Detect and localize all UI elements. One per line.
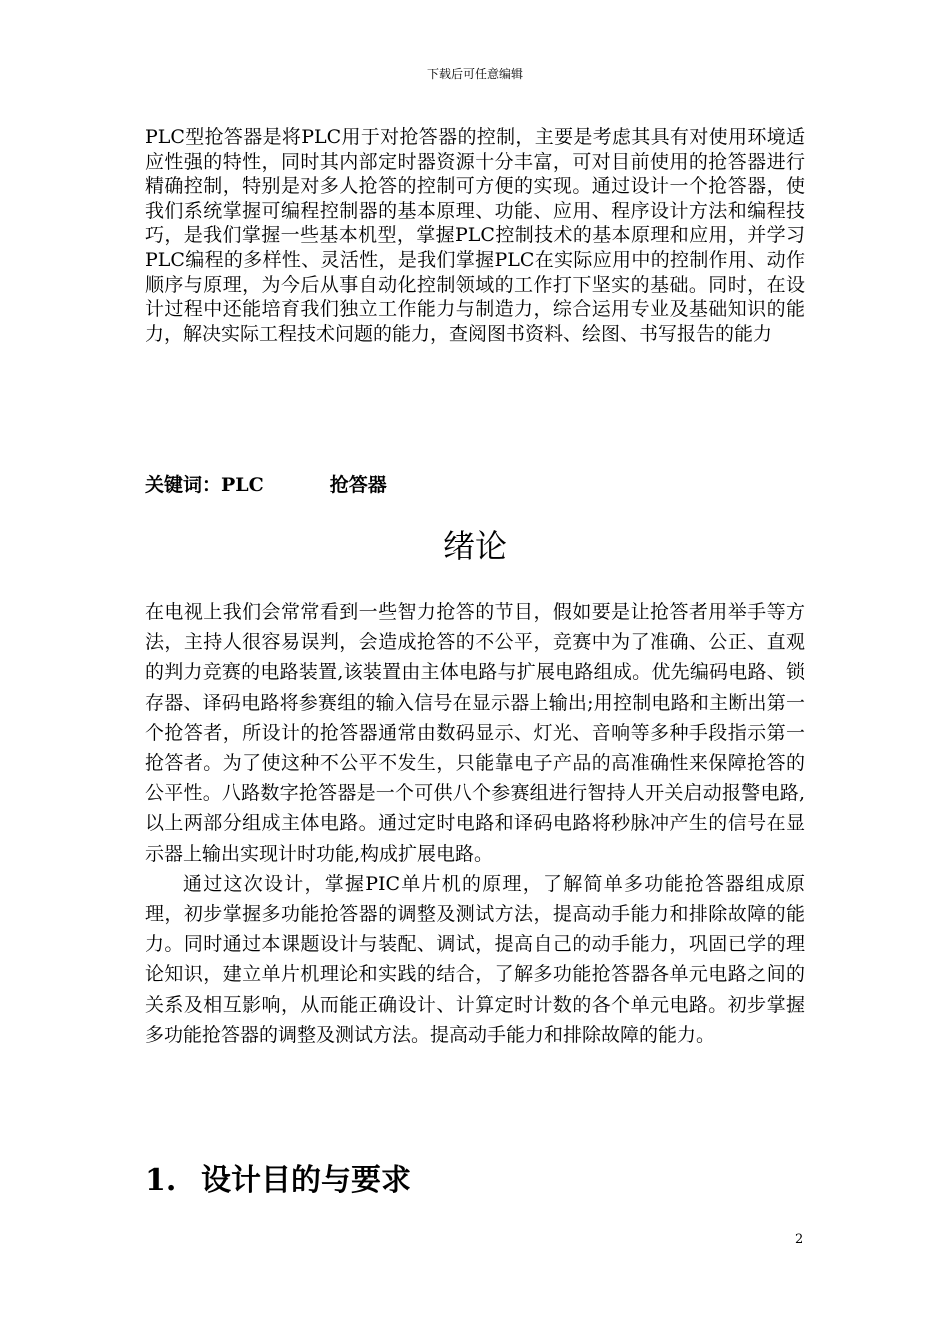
body-paragraph: 在电视上我们会常常看到一些智力抢答的节目，假如要是让抢答者用举手等方法，主持人很容易误判，会造成抢答的不公平，竞赛中为了准确、公正、直观的判力竞赛的电路装置,该装置由主体电路与扩展电路组成。优先编码电路、锁存器、译码电路将参赛组的输入信号在显示器上输出;用控制电路和主断出第一个抢答者，所设计的抢答器通常由数码显示、灯光、音响等多种手段指示第一抢答者。为了使这种不公平不发生，只能靠电子产品的高准确性来保障抢答的公平性。八路数字抢答器是一个可供八个参赛组进行智持人开关启动报警电路,以上两部分组成主体电路。通过定时电路和译码电路将秒脉冲产生的信号在显示器上输出实现计时功能,构成扩展电路。 — [145, 601, 805, 865]
keyword-term: PLC — [221, 474, 264, 496]
body-paragraph: 通过这次设计，掌握PIC单片机的原理，了解简单多功能抢答器组成原理，初步掌握多功能抢答器的调整及测试方法，提高动手能力和排除故障的能力。同时通过本课题设计与装配、调试，提高自己的动手能力，巩固已学的理论知识，建立单片机理论和实践的结合，了解多功能抢答器各单元电路之间的关系及相互影响，从而能正确设计、计算定时计数的各个单元电路。初步掌握多功能抢答器的调整及测试方法。提高动手能力和排除故障的能力。 — [145, 872, 805, 1046]
chapter-number: 1. — [145, 1163, 177, 1198]
introduction-body — [145, 597, 805, 1050]
page-number: 2 — [795, 1232, 804, 1247]
abstract-paragraph: PLC型抢答器是将PLC用于对抢答器的控制，主要是考虑其具有对使用环境适应性强的特性，同时其内部定时器资源十分丰富，可对目前使用的抢答器进行精确控制，特别是对多人抢答的控制可方便的实现。通过设计一个抢答器，使我们系统掌握可编程控制器的基本原理、功能、应用、程序设计方法和编程技巧，是我们掌握一些基本机型，掌握PLC控制技术的基本原理和应用，并学习PLC编程的多样性、灵活性，是我们掌握PLC在实际应用中的控制作用、动作顺序与原理，为今后从事自动化控制领域的工作打下坚实的基础。同时，在设计过程中还能培育我们独立工作能力与制造力，综合运用专业及基础知识的能力，解决实际工程技术问题的能力，查阅图书资料、绘图、书写报告的能力 — [145, 126, 805, 345]
keyword-term: 抢答器 — [329, 474, 387, 496]
chapter-title: 设计目的与要求 — [201, 1163, 411, 1198]
header-note: 下载后可任意编辑 — [426, 67, 523, 81]
section-title-introduction: 绪论 — [442, 527, 507, 565]
chapter-heading — [145, 1160, 411, 1202]
keywords-line — [145, 472, 387, 498]
keywords-label: 关键词： — [145, 474, 222, 496]
